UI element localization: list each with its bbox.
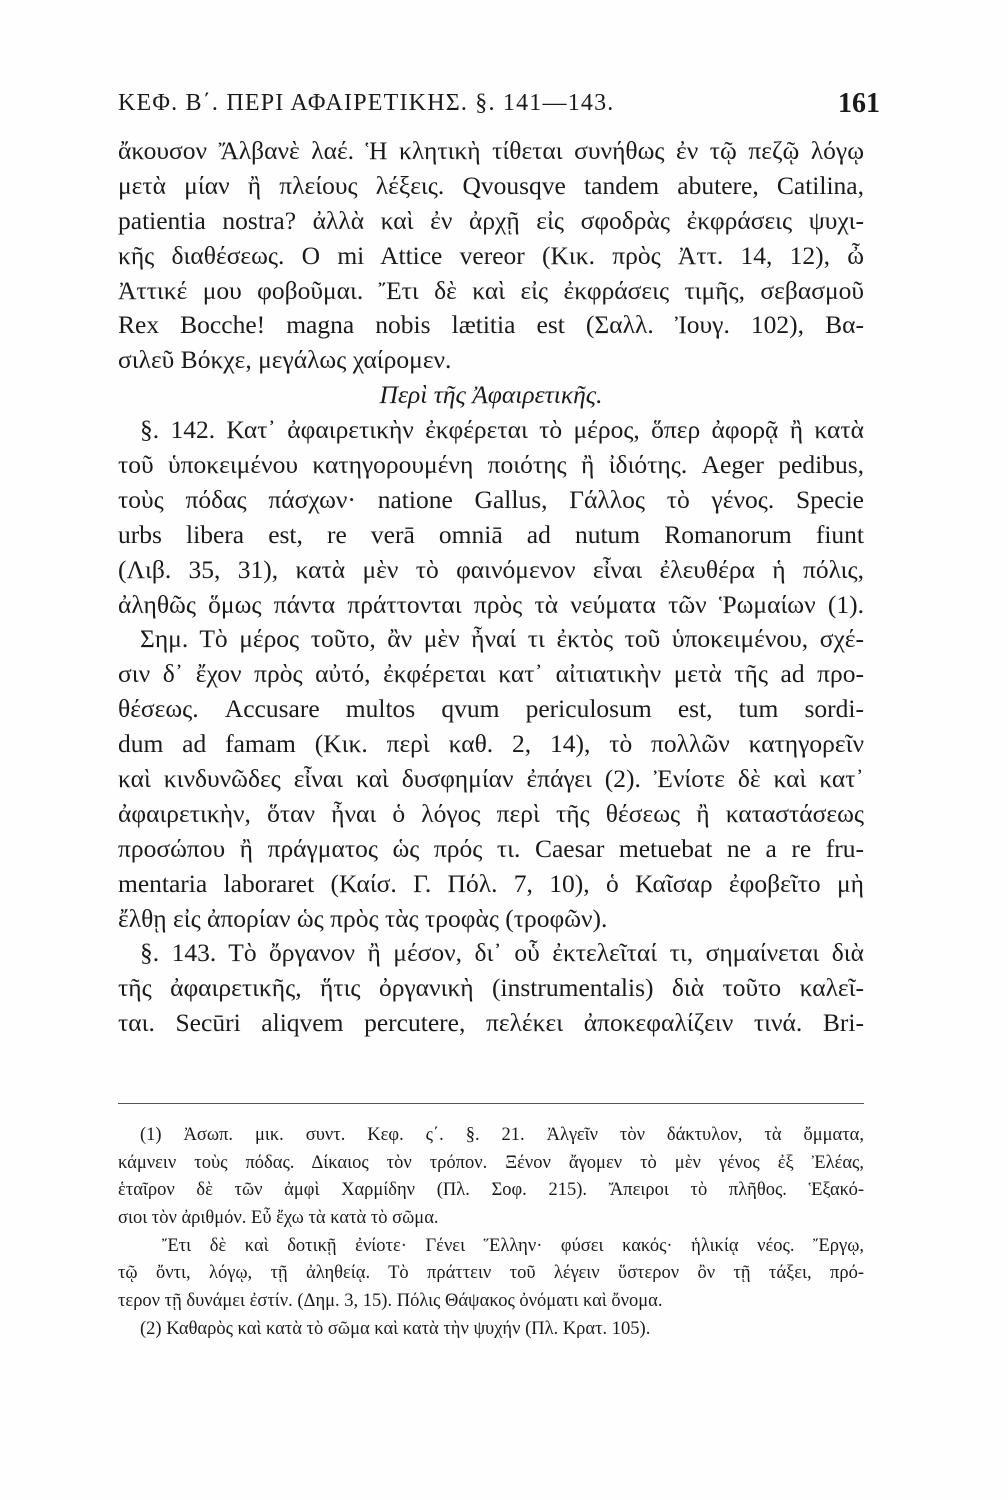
- text-line: θέσεως. Accusare multos qvum periculosum est, tum sordi-: [118, 694, 864, 724]
- footnote-line: κάμνειν τοὺς πόδας. Δίκαιος τὸν τρόπον. Ξένον ἄγομεν τὸ μὲν γένος ἐξ Ἐλέας,: [118, 1152, 864, 1173]
- section-heading: Περὶ τῆς Ἀφαιρετικῆς.: [379, 380, 603, 410]
- footnote-line: τερον τῇ δυνάμει ἐστίν. (Δημ. 3, 15). Πόλις Θάψακος ὀνόματι καὶ ὄνομα.: [118, 1291, 663, 1312]
- page-number: 161: [838, 88, 880, 119]
- text-line: σιν δ᾽ ἔχον πρὸς αὐτό, ἐκφέρεται κατ᾽ αἰτιατικὴν μετὰ τῆς ad προ-: [118, 659, 864, 689]
- footnote-line: τῷ ὄντι, λόγῳ, τῇ ἀληθείᾳ. Τὸ πράττειν τοῦ λέγειν ὕστερον ὂν τῇ τάξει, πρό-: [118, 1263, 864, 1284]
- text-line: §. 142. Κατ᾽ ἀφαιρετικὴν ἐκφέρεται τὸ μέρος, ὅπερ ἀφορᾷ ἢ κατὰ: [140, 415, 864, 445]
- text-line: ται. Secūri aliqvem percutere, πελέκει ἀποκεφαλίζειν τινά. Bri-: [118, 1008, 864, 1038]
- footnote-line: ἑταῖρον δὲ τῶν ἀμφὶ Χαρμίδην (Πλ. Σοφ. 215). Ἄπειροι τὸ πλῆθος. Ἑξακό-: [118, 1180, 864, 1201]
- text-line: ἔλθῃ εἰς ἀπορίαν ὡς πρὸς τὰς τροφὰς (τροφῶν).: [118, 903, 608, 933]
- text-line: ἀληθῶς ὅμως πάντα πράττονται πρὸς τὰ νεύματα τῶν Ῥωμαίων (1).: [118, 589, 864, 619]
- text-line: §. 143. Τὸ ὄργανον ἢ μέσον, δι᾽ οὗ ἐκτελεῖταί τι, σημαίνεται διὰ: [140, 938, 864, 968]
- text-line: Ἀττικέ μου φοβοῦμαι. Ἔτι δὲ καὶ εἰς ἐκφράσεις τιμῆς, σεβασμοῦ: [118, 275, 864, 305]
- text-line: μετὰ μίαν ἢ πλείους λέξεις. Qvousqve tandem abutere, Catilina,: [118, 170, 864, 200]
- footnote-line: σιοι τὸν ἀριθμόν. Εὖ ἔχω τὰ κατὰ τὸ σῶμα.: [118, 1208, 439, 1229]
- text-line: Σημ. Τὸ μέρος τοῦτο, ἂν μὲν ἦναί τι ἐκτὸς τοῦ ὑποκειμένου, σχέ-: [140, 624, 864, 654]
- text-line: Rex Bocche! magna nobis lætitia est (Σαλλ. Ἰουγ. 102), Βα-: [118, 310, 864, 340]
- page-header: [118, 90, 880, 124]
- footnote-rule: [118, 1103, 864, 1104]
- text-line: κῆς διαθέσεως. O mi Attice vereor (Κικ. πρὸς Ἀττ. 14, 12), ὦ: [118, 240, 864, 270]
- text-line: patientia nostra? ἀλλὰ καὶ ἐν ἀρχῇ εἰς σφοδρὰς ἐκφράσεις ψυχι-: [118, 205, 864, 235]
- text-line: ἀφαιρετικὴν, ὅταν ἦναι ὁ λόγος περὶ τῆς θέσεως ἢ καταστάσεως: [118, 798, 864, 828]
- text-line: urbs libera est, re verā omniā ad nutum Romanorum fiunt: [118, 519, 864, 549]
- text-line: ἄκουσον Ἄλβανὲ λαέ. Ἡ κλητικὴ τίθεται συνήθως ἐν τῷ πεζῷ λόγῳ: [118, 136, 864, 165]
- text-line: τοῦ ὑποκειμένου κατηγορουμένη ποιότης ἢ ἰδιότης. Aeger pedibus,: [118, 450, 864, 480]
- text-line: τῆς ἀφαιρετικῆς, ἥτις ὀργανικὴ (instrumentalis) διὰ τοῦτο καλεῖ-: [118, 973, 864, 1003]
- main-text: [118, 134, 864, 1041]
- text-line: τοὺς πόδας πάσχων· natione Gallus, Γάλλος τὸ γένος. Specie: [118, 484, 864, 514]
- text-line: προσώπου ἢ πράγματος ὡς πρός τι. Caesar metuebat ne a re fru-: [118, 833, 864, 863]
- text-line: καὶ κινδυνῶδες εἶναι καὶ δυσφημίαν ἐπάγει (2). Ἐνίοτε δὲ καὶ κατ᾽: [118, 764, 864, 794]
- text-line: (Λιβ. 35, 31), κατὰ μὲν τὸ φαινόμενον εἶναι ἐλευθέρα ἡ πόλις,: [118, 554, 864, 584]
- footnote-line: Ἔτι δὲ καὶ δοτικῇ ἐνίοτε· Γένει Ἕλλην· φύσει κακός· ἡλικίᾳ νέος. Ἔργῳ,: [162, 1235, 864, 1256]
- text-line: σιλεῦ Βόκχε, μεγάλως χαίρομεν.: [118, 345, 452, 375]
- footnote-line: (1) Ἀσωπ. μικ. συντ. Κεφ. ς΄. §. 21. Ἀλγεῖν τὸν δάκτυλον, τὰ ὄμματα,: [140, 1125, 864, 1145]
- footnote-line: (2) Καθαρὸς καὶ κατὰ τὸ σῶμα καὶ κατὰ τὴν ψυχήν (Πλ. Κρατ. 105).: [140, 1318, 651, 1339]
- text-line: mentaria laboraret (Καίσ. Γ. Πόλ. 7, 10), ὁ Καῖσαρ ἐφοβεῖτο μὴ: [118, 868, 864, 898]
- footnotes: [118, 1122, 864, 1344]
- text-line: dum ad famam (Κικ. περὶ καθ. 2, 14), τὸ πολλῶν κατηγορεῖν: [118, 729, 864, 759]
- running-head: ΚΕΦ. Β΄. ΠΕΡΙ ΑΦΑΙΡΕΤΙΚΗΣ. §. 141—143.: [118, 90, 615, 116]
